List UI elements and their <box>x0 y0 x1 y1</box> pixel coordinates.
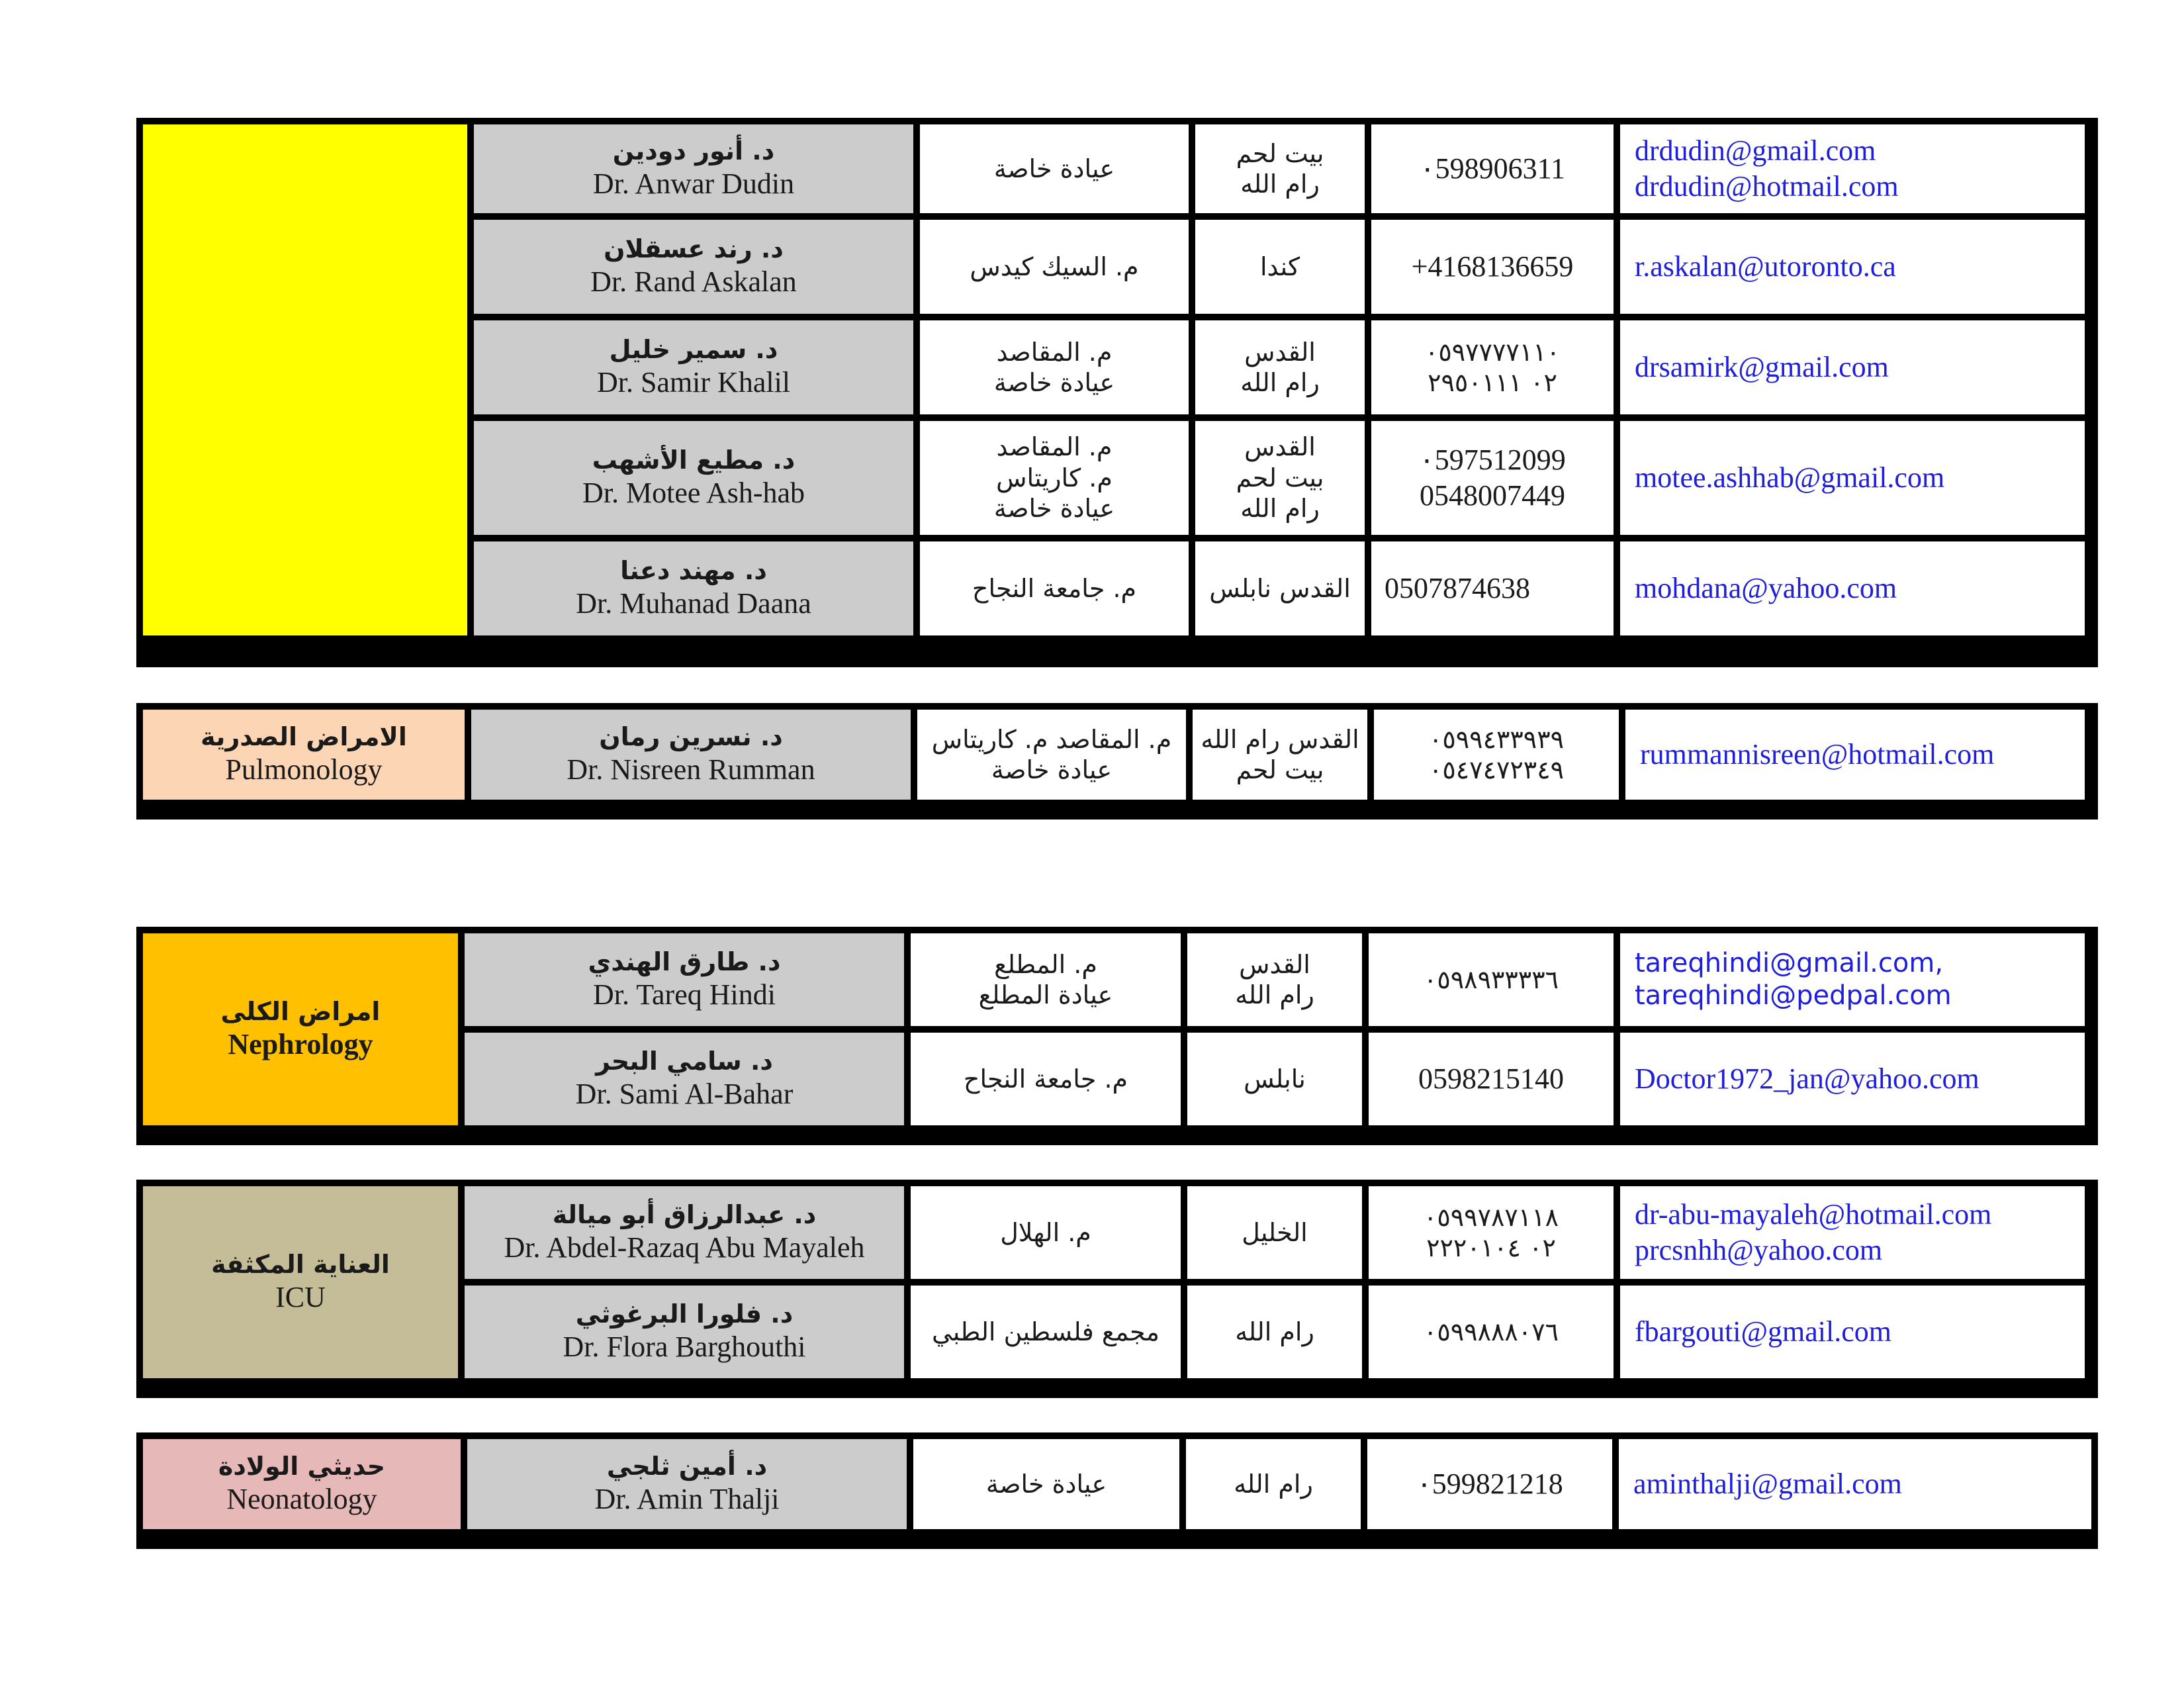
hospital-line: م. الهلال <box>1000 1217 1091 1247</box>
email-link[interactable]: drsamirk@gmail.com <box>1635 351 1889 384</box>
doctor-name-ar: د. رند عسقلان <box>604 234 784 263</box>
phone-cell <box>1369 933 1614 1026</box>
specialty-ar: امراض الكلى <box>220 996 381 1026</box>
specialty-ar: حديثي الولادة <box>218 1451 386 1481</box>
specialty-cell <box>143 1439 461 1529</box>
doctor-name-en: Dr. Rand Askalan <box>590 265 797 299</box>
city-line: كندا <box>1259 252 1300 281</box>
phone-cell <box>1374 710 1619 800</box>
email-link[interactable]: fbargouti@gmail.com <box>1635 1315 1891 1348</box>
doctor-name-cell <box>474 220 913 314</box>
hospital-line: م. المقاصد <box>996 337 1113 367</box>
city-line: رام الله <box>1240 494 1320 524</box>
city-line: القدس <box>1244 432 1316 462</box>
hospital-line: م. السيك كيدس <box>970 252 1139 281</box>
phone-number: ٠٢ ٢٢٢٠١٠٤ <box>1426 1233 1556 1262</box>
city-cell <box>1187 1186 1362 1279</box>
doctor-name-en: Dr. Sami Al-Bahar <box>575 1078 794 1111</box>
email-link[interactable]: rummannisreen@hotmail.com <box>1640 738 1995 771</box>
doctor-name-cell <box>474 541 913 635</box>
doctor-name-en: Dr. Muhanad Daana <box>576 587 811 620</box>
specialty-cell <box>143 933 458 1125</box>
city-line: رام الله <box>1240 169 1320 199</box>
email-cell <box>1620 1186 2085 1279</box>
doctor-name-ar: د. مطيع الأشهب <box>592 445 796 475</box>
specialty-en: Neonatology <box>226 1483 377 1516</box>
city-line: القدس <box>1244 337 1316 367</box>
city-line: القدس نابلس <box>1209 573 1351 603</box>
city-cell <box>1195 320 1365 414</box>
city-cell <box>1195 124 1365 213</box>
email-cell <box>1619 1439 2091 1529</box>
phone-number: 0598215140 <box>1418 1062 1564 1096</box>
email-link[interactable]: r.askalan@utoronto.ca <box>1635 250 1896 283</box>
specialty-cell <box>143 1186 458 1378</box>
email-cell <box>1620 320 2085 414</box>
email-cell <box>1620 933 2085 1026</box>
doctor-name-cell <box>465 1286 904 1378</box>
doctor-name-en: Dr. Nisreen Rumman <box>567 753 815 786</box>
hospital-line: م. المقاصد <box>996 432 1113 462</box>
doctor-name-ar: د. نسرين رمان <box>599 722 783 751</box>
hospital-cell <box>920 421 1189 535</box>
doctor-name-ar: د. عبدالرزاق أبو ميالة <box>552 1199 817 1229</box>
specialty-cell <box>143 124 467 635</box>
email-link[interactable]: drdudin@gmail.com <box>1635 134 1876 167</box>
phone-number: ٠٢ ٢٩٥٠١١١ <box>1428 368 1557 397</box>
phone-number: +4168136659 <box>1411 250 1574 283</box>
city-cell <box>1195 421 1365 535</box>
hospital-line: م. كاريتاس <box>996 463 1113 492</box>
specialty-en: Pulmonology <box>225 753 383 786</box>
doctor-name-ar: د. طارق الهندي <box>588 947 781 976</box>
email-link[interactable]: motee.ashhab@gmail.com <box>1635 461 1945 494</box>
city-line: نابلس <box>1244 1064 1306 1094</box>
doctors-table-4 <box>136 1180 2098 1398</box>
hospital-cell <box>911 933 1181 1026</box>
hospital-cell <box>920 220 1189 314</box>
phone-cell <box>1369 1186 1614 1279</box>
specialty-ar: الامراض الصدرية <box>201 722 407 751</box>
email-link[interactable]: tareqhindi@pedpal.com <box>1635 980 1952 1011</box>
doctor-name-en: Dr. Amin Thalji <box>594 1483 780 1516</box>
email-link[interactable]: dr-abu-mayaleh@hotmail.com <box>1635 1198 1992 1231</box>
phone-cell <box>1371 421 1614 535</box>
city-line: بيت لحم <box>1236 463 1324 492</box>
doctor-name-en: Dr. Anwar Dudin <box>592 167 795 201</box>
phone-cell <box>1367 1439 1612 1529</box>
email-cell <box>1620 421 2085 535</box>
hospital-line: مجمع فلسطين الطبي <box>932 1317 1160 1346</box>
doctor-name-cell <box>474 320 913 414</box>
phone-number: 0507874638 <box>1385 572 1530 605</box>
email-cell <box>1620 1286 2085 1378</box>
phone-number: ٠597512099 <box>1419 444 1566 477</box>
city-line: رام الله <box>1235 1317 1314 1346</box>
hospital-line: عيادة خاصة <box>993 494 1115 524</box>
city-cell <box>1186 1439 1361 1529</box>
hospital-cell <box>913 1439 1179 1529</box>
phone-cell <box>1369 1286 1614 1378</box>
city-line: بيت لحم <box>1236 138 1324 168</box>
doctor-name-en: Dr. Flora Barghouthi <box>563 1331 806 1364</box>
hospital-line: عيادة خاصة <box>985 1469 1107 1499</box>
doctor-name-en: Dr. Motee Ash-hab <box>582 477 805 510</box>
hospital-line: عيادة خاصة <box>993 154 1115 183</box>
phone-cell <box>1371 220 1614 314</box>
email-cell <box>1620 541 2085 635</box>
doctor-name-cell <box>465 933 904 1026</box>
phone-number: ٠٥٩٩٧٨٧١١٨ <box>1423 1202 1559 1232</box>
hospital-line: عيادة خاصة <box>991 755 1113 784</box>
email-cell <box>1625 710 2085 800</box>
email-link[interactable]: tareqhindi@gmail.com, <box>1635 948 1944 979</box>
phone-number: ٠٥٩٩٨٨٨٠٧٦ <box>1423 1317 1559 1346</box>
hospital-cell <box>917 710 1186 800</box>
email-link[interactable]: mohdana@yahoo.com <box>1635 572 1897 605</box>
city-line: رام الله <box>1235 980 1314 1009</box>
hospital-line: م. المطلع <box>994 949 1097 979</box>
city-cell <box>1193 710 1367 800</box>
email-link[interactable]: prcsnhh@yahoo.com <box>1635 1234 1883 1266</box>
doctor-name-ar: د. أنور دودين <box>612 136 775 165</box>
doctor-name-ar: د. مهند دعنا <box>620 555 767 585</box>
doctor-name-ar: د. سمير خليل <box>609 334 778 364</box>
phone-cell <box>1371 541 1614 635</box>
doctors-table-5 <box>136 1432 2098 1549</box>
hospital-line: عيادة المطلع <box>978 980 1113 1009</box>
doctors-table-1 <box>136 118 2098 667</box>
hospital-line: عيادة خاصة <box>993 368 1115 397</box>
doctors-table-2 <box>136 703 2098 820</box>
phone-number: ٠٥٩٨٩٣٣٣٣٦ <box>1423 964 1559 994</box>
doctor-name-en: Dr. Tareq Hindi <box>593 978 776 1011</box>
doctor-name-en: Dr. Samir Khalil <box>596 366 791 399</box>
doctor-name-ar: د. سامي البحر <box>596 1046 773 1076</box>
email-link[interactable]: Doctor1972_jan@yahoo.com <box>1635 1062 1979 1096</box>
hospital-line: م. جامعة النجاح <box>972 573 1137 603</box>
city-cell <box>1187 1286 1362 1378</box>
specialty-en: Nephrology <box>228 1028 373 1061</box>
doctor-name-cell <box>467 1439 907 1529</box>
phone-cell <box>1369 1033 1614 1125</box>
phone-number: ٠٥٤٧٤٧٢٣٤٩ <box>1428 755 1565 784</box>
doctor-name-en: Dr. Abdel-Razaq Abu Mayaleh <box>504 1231 865 1264</box>
phone-cell <box>1371 124 1614 213</box>
hospital-cell <box>911 1186 1181 1279</box>
doctors-table-3 <box>136 927 2098 1145</box>
phone-number: ٠٥٩٩٤٣٣٩٣٩ <box>1428 724 1565 754</box>
specialty-en: ICU <box>275 1281 326 1314</box>
doctor-name-cell <box>465 1033 904 1125</box>
email-cell <box>1620 220 2085 314</box>
doctor-name-cell <box>474 421 913 535</box>
phone-number: ٠599821218 <box>1416 1468 1563 1501</box>
city-line: رام الله <box>1240 368 1320 397</box>
city-line: القدس <box>1239 949 1310 979</box>
city-line: بيت لحم <box>1236 755 1324 784</box>
email-cell <box>1620 124 2085 213</box>
hospital-cell <box>911 1286 1181 1378</box>
phone-number: 0548007449 <box>1420 479 1565 512</box>
doctor-name-cell <box>471 710 911 800</box>
specialty-cell <box>143 710 465 800</box>
city-cell <box>1195 541 1365 635</box>
hospital-cell <box>920 124 1189 213</box>
specialty-ar: العناية المكثفة <box>211 1249 390 1279</box>
city-line: القدس رام الله <box>1201 724 1359 754</box>
doctor-name-cell <box>474 124 913 213</box>
city-line: رام الله <box>1234 1469 1313 1499</box>
city-cell <box>1195 220 1365 314</box>
phone-cell <box>1371 320 1614 414</box>
doctor-name-ar: د. فلورا البرغوثي <box>575 1299 794 1329</box>
city-line: الخليل <box>1242 1217 1308 1247</box>
doctor-name-cell <box>465 1186 904 1279</box>
doctor-name-ar: د. أمين ثلجي <box>606 1451 768 1481</box>
hospital-cell <box>920 320 1189 414</box>
hospital-line: م. جامعة النجاح <box>963 1064 1128 1094</box>
city-cell <box>1187 1033 1362 1125</box>
city-cell <box>1187 933 1362 1026</box>
hospital-cell <box>911 1033 1181 1125</box>
email-link[interactable]: drdudin@hotmail.com <box>1635 170 1899 203</box>
phone-number: ٠٥٩٧٧٧٧١١٠ <box>1424 337 1561 367</box>
email-link[interactable]: aminthalji@gmail.com <box>1633 1468 1902 1501</box>
phone-number: ٠598906311 <box>1420 152 1565 185</box>
hospital-cell <box>920 541 1189 635</box>
email-cell <box>1620 1033 2085 1125</box>
hospital-line: م. المقاصد م. كاريتاس <box>931 724 1172 754</box>
